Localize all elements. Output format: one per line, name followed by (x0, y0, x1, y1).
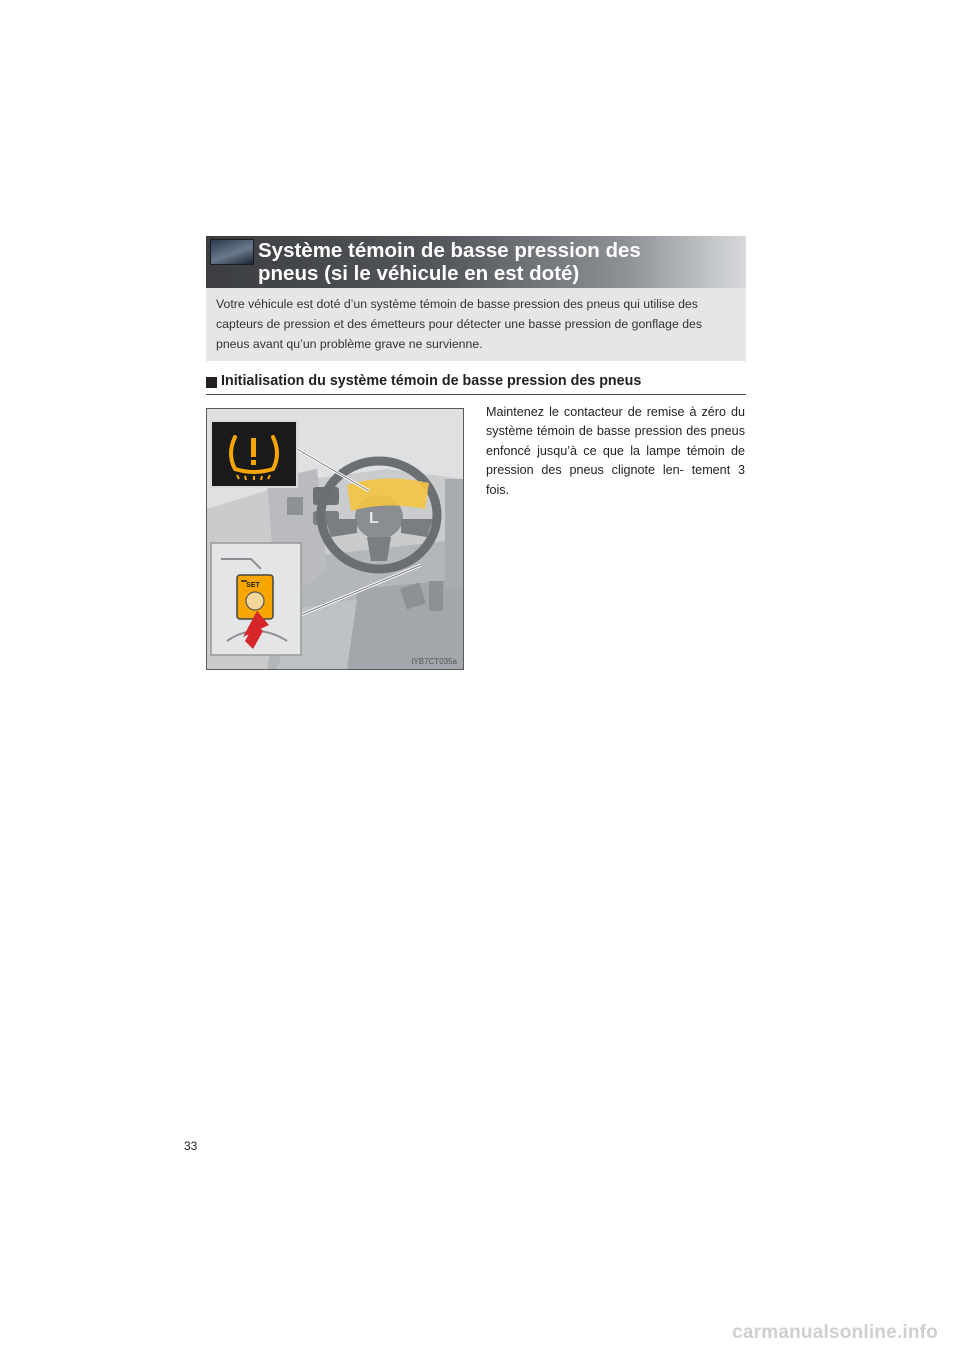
watermark[interactable]: carmanualsonline.info (732, 1322, 938, 1343)
instruction-line4: témoin de pression des pneus clignote len- (486, 443, 746, 478)
tpms-set-button-icon (237, 575, 273, 619)
instruction-text (486, 403, 745, 500)
instruction-line5: tement 3 fois. (486, 463, 746, 497)
dashboard-drawing (207, 409, 463, 669)
instruction-line3: pneus enfoncé jusqu’à ce que la lampe (486, 424, 745, 458)
intro-line2: capteurs de pression et des émetteurs pour détecter une basse pression de gonflage des (216, 317, 703, 331)
intro-box (206, 288, 746, 361)
instruction-line2: du système témoin de basse pression des (486, 405, 745, 439)
page-title-line2: pneus (si le véhicule en est doté) (258, 262, 580, 285)
header-thumbnail (210, 239, 254, 265)
section-title: Initialisation du système témoin de basse pression des pneus (221, 373, 642, 389)
page-number: 33 (184, 1139, 198, 1153)
section-heading (206, 372, 746, 395)
figure-code: IYB7CT035a (411, 657, 457, 666)
svg-text:L: L (369, 510, 379, 527)
page-title (258, 239, 641, 285)
bullet-square-icon (206, 377, 217, 388)
intro-line1: Votre véhicule est doté d’un système témoin de basse pression des pneus qui utilise des (216, 297, 698, 311)
page-title-line1: Système témoin de basse pression des (258, 239, 641, 262)
instruction-line1: Maintenez le contacteur de remise à zéro (486, 405, 726, 419)
dashboard-illustration (206, 408, 464, 670)
set-button-label: SET (246, 582, 260, 589)
intro-text (216, 294, 738, 354)
section-header (206, 236, 746, 288)
intro-line3: pneus avant qu’un problème grave ne survienne. (216, 337, 483, 351)
